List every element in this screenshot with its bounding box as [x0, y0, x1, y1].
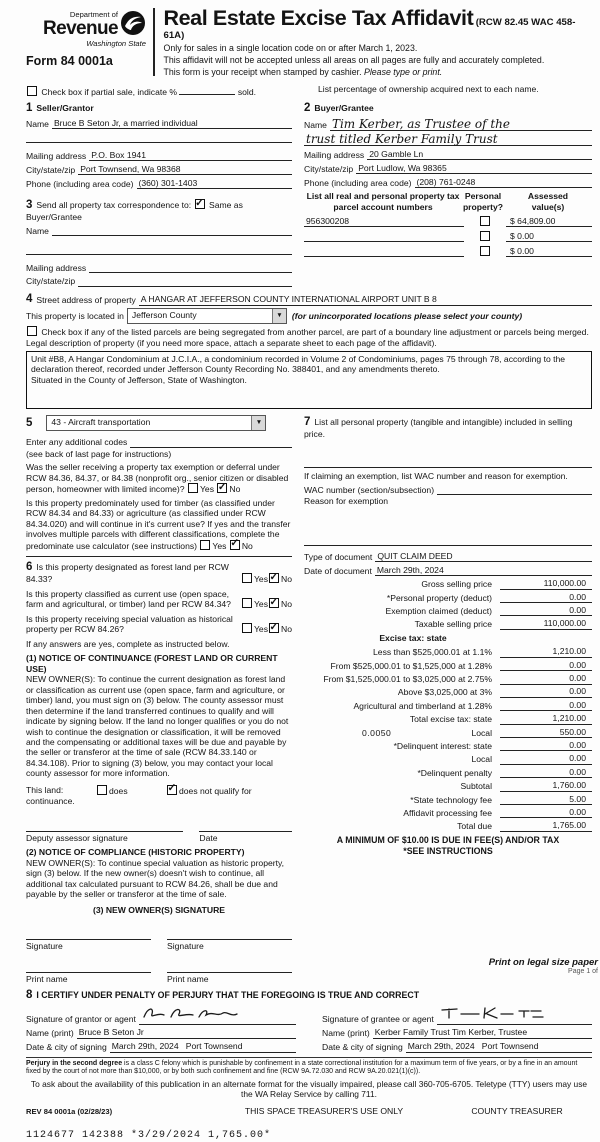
- notice2-title: (2) NOTICE OF COMPLIANCE (HISTORIC PROPERTY): [26, 847, 245, 858]
- deputy-date-field[interactable]: [199, 817, 292, 832]
- parcel-number-field-3[interactable]: [304, 256, 464, 257]
- s5q2-yes-checkbox[interactable]: [200, 540, 210, 550]
- agricultural-timberland-field[interactable]: 0.00: [500, 700, 592, 711]
- grantee-print-name-field[interactable]: Kerber Family Trust Tim Kerber, Trustee: [373, 1027, 592, 1038]
- county-dropdown[interactable]: Jefferson County ▼: [127, 308, 287, 324]
- header-note-3: This form is your receipt when stamped by cashier. Please type or print.: [163, 67, 443, 78]
- footer-row: [26, 1106, 592, 1116]
- partial-sale-checkbox[interactable]: [27, 86, 37, 96]
- buyer-name-field[interactable]: Tim Kerber, as Trustee of the: [330, 118, 592, 131]
- delinquent-interest-state-field[interactable]: 0.00: [500, 740, 592, 751]
- section5-question-2: Is this property predominately used for timber (as classified under RCW 84.34 and 84.33) or agriculture (as classified under RCW 84.34.020) and will continue in it's current use? If yes and the transfer involves multiple parcels with different classifications, complete the predominate use calculator (see instructions) Yes ✓ No: [26, 498, 292, 551]
- seller-phone-field[interactable]: (360) 301-1403: [137, 178, 293, 189]
- s5q2-no-checkbox[interactable]: [230, 540, 240, 550]
- s6q2-no-checkbox[interactable]: [269, 598, 279, 608]
- delinquent-interest-local-field[interactable]: 0.00: [500, 753, 592, 764]
- s6q2-yes-checkbox[interactable]: [242, 598, 252, 608]
- parcel-row: [304, 227, 592, 242]
- seller-name-field[interactable]: Bruce B Seton Jr, a married individual: [52, 118, 292, 129]
- treasurer-use-only: THIS SPACE TREASURER'S USE ONLY: [244, 1105, 404, 1116]
- street-address-field[interactable]: A HANGAR AT JEFFERSON COUNTY INTERNATIONAL AIRPORT UNIT B 8: [139, 294, 592, 305]
- form-title: Real Estate Excise Tax Affidavit: [163, 6, 474, 30]
- minimum-due-note: A MINIMUM OF $10.00 IS DUE IN FEE(S) AND/OR TAX: [336, 834, 560, 845]
- agency-name: Revenue: [42, 18, 118, 40]
- buyer-phone-field[interactable]: (208) 761-0248: [415, 177, 593, 188]
- buyer-mailing-field[interactable]: 20 Gamble Ln: [367, 149, 592, 160]
- grantor-signature-field[interactable]: [139, 1005, 296, 1024]
- ownership-note: List percentage of ownership acquired next to each name.: [318, 83, 539, 94]
- gross-selling-price-field[interactable]: 110,000.00: [500, 578, 592, 589]
- legal-description-field[interactable]: Unit #B8, A Hangar Condominium at J.C.I.A., a condominium recorded in Volume 2 of Condominiums, pages 75 through 78, according to the declaration thereof, recorded under Jefferson County Recording No. 388401, and any amendments thereto. Situated in the County of Jefferson, State of Washington.: [26, 351, 592, 409]
- exemption-note: If claiming an exemption, list WAC number and reason for exemption.: [304, 471, 568, 482]
- land-does-checkbox[interactable]: [97, 785, 107, 795]
- grantee-date-city-field[interactable]: March 29th, 2024 Port Townsend: [406, 1041, 592, 1052]
- revenue-logo-icon: [120, 10, 146, 38]
- section8: 8 I CERTIFY UNDER PENALTY OF PERJURY THAT THE FOREGOING IS TRUE AND CORRECT Signature of grantor or agent Name (print) Bruce B Seton Jr Date & city of signing March 29th, 2024 Port Townsend Signature of grantee or agent Name (print) Kerber Family Trust Tim Kerber, Trustee Date & city of signing March 29th, 2024 Port Townsend: [26, 988, 592, 1052]
- new-owner-signature-field-2[interactable]: [167, 925, 292, 940]
- total-due-field[interactable]: 1,765.00: [500, 820, 592, 831]
- document-date-field[interactable]: March 29th, 2024: [375, 565, 592, 576]
- state-technology-fee-field[interactable]: 5.00: [500, 794, 592, 805]
- tier4-tax-field[interactable]: 0.00: [500, 686, 592, 697]
- personal-property-list-field[interactable]: [304, 439, 592, 467]
- new-owner-signature-field-1[interactable]: [26, 925, 151, 940]
- segregated-checkbox[interactable]: [27, 326, 37, 336]
- document-type-field[interactable]: QUIT CLAIM DEED: [375, 551, 592, 562]
- personal-property-checkbox-1[interactable]: [480, 216, 490, 226]
- correspondence-mailing-field[interactable]: [89, 262, 292, 273]
- buyer-city-field[interactable]: Port Ludlow, Wa 98365: [356, 163, 592, 174]
- notice1-body: NEW OWNER(S): To continue the current designation as forest land or classification as current use (open space, farm and agriculture, or timber) land, you must sign on (3) below. The county assessor must then determine if the land transferred continues to qualify and will indicate by signing below. If the land no longer qualifies or you do not wish to continue the designation or classification, it will be removed and the compensating or additional taxes will be due and payable by the seller or transferor at the time of sale (RCW 84.33.140 or 84.34.108). Prior to signing (3) below, you may contact your local county assessor for more information.: [26, 674, 289, 779]
- subtotal-field[interactable]: 1,760.00: [500, 780, 592, 791]
- form-header: [26, 6, 592, 78]
- new-owners-signature-title: (3) NEW OWNER(S) SIGNATURE: [92, 904, 226, 915]
- parcel-row: [304, 212, 592, 227]
- deputy-date-block: Date: [199, 817, 292, 843]
- header-note-1: Only for sales in a single location code on or after March 1, 2023.: [163, 42, 418, 53]
- section5-question-1: Was the seller receiving a property tax exemption or deferral under RCW 84.36, 84.37, or 84.38 (nonprofit org., senior citizen or disabled person, homeowner with limited income)? Yes ✓ No: [26, 462, 292, 494]
- assessed-value-field-3[interactable]: $ 0.00: [506, 246, 592, 257]
- notice1-title: (1) NOTICE OF CONTINUANCE (FOREST LAND OR CURRENT USE): [26, 653, 278, 674]
- s6q3-yes-checkbox[interactable]: [242, 623, 252, 633]
- land-use-code-dropdown[interactable]: 43 - Aircraft transportation ▼: [46, 415, 266, 431]
- alternate-format-note: To ask about the availability of this publication in an alternate format for the visually impaired, please call 360-705-6705. Teletype (TTY) users may use the WA Relay Service by calling 711.: [30, 1079, 588, 1100]
- s5q1-yes-checkbox[interactable]: [188, 483, 198, 493]
- land-qualify-line: This land: does ✓ does not qualify for: [26, 785, 292, 796]
- agency-name-small: Department of: [69, 10, 118, 19]
- assessed-value-field-2[interactable]: $ 0.00: [506, 231, 592, 242]
- local-tax-field[interactable]: 550.00: [500, 727, 592, 738]
- seller-city-field[interactable]: Port Townsend, Wa 98368: [78, 164, 292, 175]
- correspondence-city-field[interactable]: [78, 276, 292, 287]
- additional-codes-field[interactable]: [130, 437, 292, 448]
- s6q1-yes-checkbox[interactable]: [242, 573, 252, 583]
- personal-property-checkbox-2[interactable]: [480, 231, 490, 241]
- parcel-number-field[interactable]: 956300208: [304, 216, 464, 227]
- correspondence-name-field[interactable]: [52, 225, 292, 236]
- perjury-notice: Perjury in the second degree is a class C felony which is punishable by confinement in a state correctional institution for a maximum term of five years, or by a fine in an amount fixed by the court of not more than $10,000, or by both such confinement and fine (RCW 9A.72.030 and RCW 9A.20.021(1)(c)).: [26, 1057, 592, 1078]
- assessed-value-field[interactable]: $ 64,809.00: [506, 216, 592, 227]
- section6: 6 Is this property designated as forest land per RCW 84.33? Yes ✓ No Is this property classified as current use (open space, farm and agricultural, or timber) land per RCW 84.34? Yes ✓ No Is this property receiving special valuation as historical property per RCW 84.26? Yes ✓ No If any answers are yes, complete as instructed below. (1) NOTICE OF CONTINUANCE (FOREST LAND OR CURRENT USE) NEW OWNER(S): To continue the current designation as forest land or classification as current use (open space, farm and agriculture, or timber) land, you must sign on (3) below. The county assessor must then determine if the land transferred continues to qualify and will indicate by signing below. If the land no longer qualifies or you do not wish to continue the designation or classification, it will be removed and the compensating or additional taxes will be due and payable by the seller or transferor at the time of sale (RCW 84.33.140 or 84.34.108). Prior to signing (3) below, you may contact your local county assessor for more information. This land: does ✓ does not qualify for continuance. Deputy assessor signature Date (2) NOTICE OF COMPLIANCE (HISTORIC PROPERTY) NEW OWNER(S): To continue special valuation as historic property, sign (3) below. If the new owner(s) doesn't wish to continue, all additional tax calculated pursuant to RCW 84.26, shall be due and payable by the seller or transferor at the time of sale. (3) NEW OWNER(S) SIGNATURE Signature Signature Print name Print name: [26, 556, 292, 984]
- delinquent-penalty-field[interactable]: 0.00: [500, 767, 592, 778]
- parcel-row: [304, 242, 592, 257]
- exemption-claimed-field[interactable]: 0.00: [500, 605, 592, 616]
- partial-sale-line: Check box if partial sale, indicate % sold.: [26, 84, 318, 97]
- chevron-down-icon[interactable]: ▼: [272, 309, 286, 323]
- rev-number: REV 84 0001a (02/28/23): [26, 1106, 113, 1116]
- section4: 4 Street address of property A HANGAR AT JEFFERSON COUNTY INTERNATIONAL AIRPORT UNIT B 8 This property is located in Jefferson County ▼ (for unincorporated locations please select your county) Check box if any of the listed parcels are being segregated from another parcel, are part of a boundary line adjustment or parcels being merged. Legal description of property (if you need more space, attach a separate sheet to each page of the affidavit). Unit #B8, A Hangar Condominium at J.C.I.A., a condominium recorded in Volume 2 of Condominiums, pages 75 through 78, according to the declaration thereof, recorded under Jefferson County Recording No. 388401, and any amendments thereto. Situated in the County of Jefferson, State of Washington.: [26, 292, 592, 409]
- chevron-down-icon[interactable]: ▼: [251, 416, 265, 430]
- s6q3-no-checkbox[interactable]: [269, 623, 279, 633]
- grantor-signature-image: [141, 1013, 241, 1023]
- grantor-print-name-field[interactable]: Bruce B Seton Jr: [77, 1027, 296, 1038]
- parcel-table-header: List all real and personal property tax parcel account numbers Personal property? Assessed value(s): [306, 191, 569, 212]
- buyer-name-field-2[interactable]: trust titled Kerber Family Trust: [304, 133, 592, 146]
- if-yes-note: If any answers are yes, complete as instructed below.: [26, 638, 230, 649]
- header-note-2: This affidavit will not be accepted unless all areas on all pages are fully and accurately completed.: [163, 54, 545, 65]
- grantee-signature-image: [439, 1013, 549, 1023]
- seller-mailing-field[interactable]: P.O. Box 1941: [89, 150, 292, 161]
- local-rate-value: 0.0050: [362, 727, 392, 738]
- personal-property-deduct-field[interactable]: 0.00: [500, 592, 592, 603]
- reason-for-exemption-field[interactable]: [304, 507, 592, 545]
- legal-description-label: Legal description of property (if you need more space, attach a separate sheet to each page of the affidavit).: [26, 338, 437, 349]
- tier3-tax-field[interactable]: 0.00: [500, 673, 592, 684]
- print-note: Print on legal size paper Page 1 of: [488, 956, 598, 976]
- parcel-number-field-2[interactable]: [304, 241, 464, 242]
- segregated-line: Check box if any of the listed parcels are being segregated from another parcel, are part of a boundary line adjustment or parcels being merged.: [26, 326, 592, 337]
- s6q1-no-checkbox[interactable]: [269, 573, 279, 583]
- affidavit-page: Department of Revenue Washington State Form 84 0001a Real Estate Excise Tax Affidavit (RCW 82.45 WAC 458-61A) Only for sales in a single location code on or after March 1, 2023. This affidavit will not be accepted unless all areas on all pages are fully and accurately completed. This form is your receipt when stamped by cashier. Please type or print. Check box if partial sale, indicate % sold. List percentage of ownership acquired next to each name. 1 Seller/Grantor Name Bruce B Seton Jr, a married individual Mailing address P.O. Box 1941 City/state/zip Port Townsend, Wa 98368 Phone (including area code) (360) 301-1403 3 Send all property tax correspondence to: ✓ Same as Buyer/Grantee Name Mailing address City/state/zip 2 Buyer/Grantee Name Tim Kerber, as Trustee of the trust titled Kerber Family Trust Mailing address 20 Gamble Ln City/state/zip Port Ludlow, Wa 98365 Phone (including area code) (208) 761-0248 List all real and personal property tax parcel account numbers Personal property? Assessed value(s) 956300208 $ 64,809.00 $ 0.00 $ 0.00 4 Street address of property A HANGAR AT JEFFERSON COUNTY INTERNATIONAL AIRPORT UNIT B 8 This property is located in Jefferson County ▼ (for unincorporated locations please select your county) Check box if any of the listed parcels are being segregated from another parcel, are part of a boundary line adjustment or parcels being merged. Legal description of property (if you need more space, attach a separate sheet to each page of the affidavit). Unit #B8, A Hangar Condominium at J.C.I.A., a condominium recorded in Volume 2 of Condominiums, pages 75 through 78, according to the declaration thereof, recorded under Jefferson County Recording No. 388401, and any amendments thereto. Situated in the County of Jefferson, State of Washington. 5 43 - Aircraft transportation ▼ Enter any additional codes (see back of last page for instructions) Was the seller receiving a property tax exemption or deferral under RCW 84.36, 84.37, or 84.38 (nonprofit org., senior citizen or disabled person, homeowner with limited income)? Yes ✓ No Is this property predominately used for timber (as classified under RCW 84.34 and 84.33) or agriculture (as classified under RCW 84.34.020) and will continue in it's current use? If yes and the transfer involves multiple parcels with different classifications, complete the predominate use calculator (see instructions) Yes ✓ No 6 Is this property designated as forest land per RCW 84.33? Yes ✓ No Is this property classified as current use (open space, farm and agricultural, or timber) land per RCW 84.34? Yes ✓ No Is this property receiving special valuation as historical property per RCW 84.26? Yes ✓ No If any answers are yes, complete as instructed below. (1) NOTICE OF CONTINUANCE (FOREST LAND OR CURRENT USE) NEW OWNER(S): To continue the current designation as forest land or classification as current use (open space, farm and agriculture, or timber) land, you must sign on (3) below. The county assessor must then determine if the land transferred continues to qualify and will indicate by signing below. If the land no longer qualifies or you do not wish to continue the designation or classification, it will be removed and the compensating or additional taxes will be due and payable by the seller or transferor at the time of sale (RCW 84.33.140 or 84.34.108). Prior to signing (3) below, you may contact your local county assessor for more information. This land: does ✓ does not qualify for continuance. Deputy assessor signature Date (2) NOTICE OF COMPLIANCE (HISTORIC PROPERTY) NEW OWNER(S): To continue special valuation as historic property, sign (3) below. If the new owner(s) doesn't wish to continue, all additional tax calculated pursuant to RCW 84.26, shall be due and payable by the seller or transferor at the time of sale. (3) NEW OWNER(S) SIGNATURE Signature Signature Print name Print name 7 List all personal property (tangible and intangible) included in selling price. If claiming an exemption, list WAC number and reason for exemption. WAC number (section/subsection) Reason for exemption Type of document QUIT CLAIM DEED Date of document March 29th, 2024 Gross selling price 110,000.00 *Personal property (deduct) 0.00 Exemption claimed (deduct) 0.00 Taxable selling price 110,000.00 Excise tax: state Less than $525,000.01 at 1.1% 1,210.00 From $525,000.01 to $1,525,000 at 1.28% 0.00 From $1,525,000.01 to $3,025,000 at 2.75% 0.00 Above $3,025,000 at 3% 0.00 Agricultural and timberland at 1.28% 0.00 Total excise tax: state 1,210.00 0.0050 Local 550.00 *Delinquent interest: state 0.00 Local 0.00 *Delinquent penalty 0.00 Subtotal 1,760.00 *State technology fee 5.00 Affidavit processing fee 0.00 Total due 1,765.00 A MINIMUM OF $10.00 IS DUE IN FEE(S) AND/OR TAX *SEE INSTRUCTIONS 8 I CERTIFY UNDER PENALTY OF PERJURY THAT THE FOREGOING IS TRUE AND CORRECT Signature of grantor or agent Name (print) Bruce B Seton Jr Date & city of signing March 29th, 2024 Port Townsend Signature of grantee or agent Name (print) Kerber Family Trust Tim Kerber, Trustee Date & city of signing March 29th, 2024 Port Townsend Perjury in the second degree is a class C felony which is punishable by confinement in a state correctional institution for a maximum term of five years, or by a fine in an amount fixed by the court of not more than $10,000, or by both such confinement and fine (RCW 9A.72.030 and RCW 9A.20.021(1)(c)). To ask about the availability of this publication in an alternate format for the visually impaired, please call 360-705-6705. Teletype (TTY) users may use the WA Relay Service by calling 711. REV 84 0001a (02/28/23) THIS SPACE TREASURER'S USE ONLY COUNTY TREASURER 1124677 142388 *3/29/2024 1,765.00* Print on legal size paper Page 1 of: [0, 0, 600, 1142]
- partial-sale-percent-field[interactable]: [179, 84, 235, 95]
- same-as-buyer-checkbox[interactable]: [195, 199, 205, 209]
- new-owner-print-name-field-2[interactable]: [167, 958, 292, 973]
- section7-heading: 7 List all personal property (tangible and intangible) included in selling price.: [304, 415, 573, 439]
- grantor-date-city-field[interactable]: March 29th, 2024 Port Townsend: [110, 1041, 296, 1052]
- cashier-stamp: 1124677 142388 *3/29/2024 1,765.00*: [26, 1130, 272, 1142]
- additional-codes-note: (see back of last page for instructions): [26, 448, 172, 459]
- agency-sub: Washington State: [86, 39, 146, 49]
- grantee-signature-field[interactable]: [437, 1005, 592, 1024]
- wac-number-field[interactable]: [437, 484, 592, 495]
- s5q1-no-checkbox[interactable]: [217, 483, 227, 493]
- section3-heading: 3 Send all property tax correspondence to: ✓ Same as Buyer/Grantee: [26, 198, 292, 223]
- county-treasurer-label: COUNTY TREASURER: [471, 1105, 563, 1116]
- deputy-signature-block: Deputy assessor signature: [26, 817, 183, 843]
- land-does-not-checkbox[interactable]: [167, 785, 177, 795]
- reason-for-exemption-label: Reason for exemption: [304, 496, 389, 507]
- tier1-tax-field[interactable]: 1,210.00: [500, 646, 592, 657]
- header-divider: [153, 8, 155, 76]
- tier2-tax-field[interactable]: 0.00: [500, 660, 592, 671]
- affidavit-processing-fee-field[interactable]: 0.00: [500, 807, 592, 818]
- personal-property-checkbox-3[interactable]: [480, 246, 490, 256]
- section1-heading: 1 Seller/Grantor: [26, 102, 94, 115]
- form-title-rcw: (RCW 82.45 WAC 458-61A): [163, 17, 576, 41]
- taxable-selling-price-field[interactable]: 110,000.00: [500, 618, 592, 629]
- section2-heading: 2 Buyer/Grantee: [304, 102, 374, 115]
- see-instructions-note: *SEE INSTRUCTIONS: [403, 845, 493, 856]
- continuance-text: continuance.: [26, 796, 75, 807]
- correspondence-name-field-2[interactable]: [26, 244, 292, 255]
- notice2-body: NEW OWNER(S): To continue special valuation as historic property, sign (3) below. If the new owner(s) doesn't wish to continue, all additional tax calculated pursuant to RCW 84.26, shall be due and payable by the seller or transferor at the time of sale.: [26, 857, 285, 900]
- form-number: Form 84 0001a: [26, 53, 113, 68]
- excise-tax-state-heading: Excise tax: state: [379, 632, 447, 643]
- deputy-assessor-signature-field[interactable]: [26, 817, 183, 832]
- total-excise-state-field[interactable]: 1,210.00: [500, 713, 592, 724]
- seller-name-field-2[interactable]: [26, 132, 292, 143]
- new-owner-print-name-field-1[interactable]: [26, 958, 151, 973]
